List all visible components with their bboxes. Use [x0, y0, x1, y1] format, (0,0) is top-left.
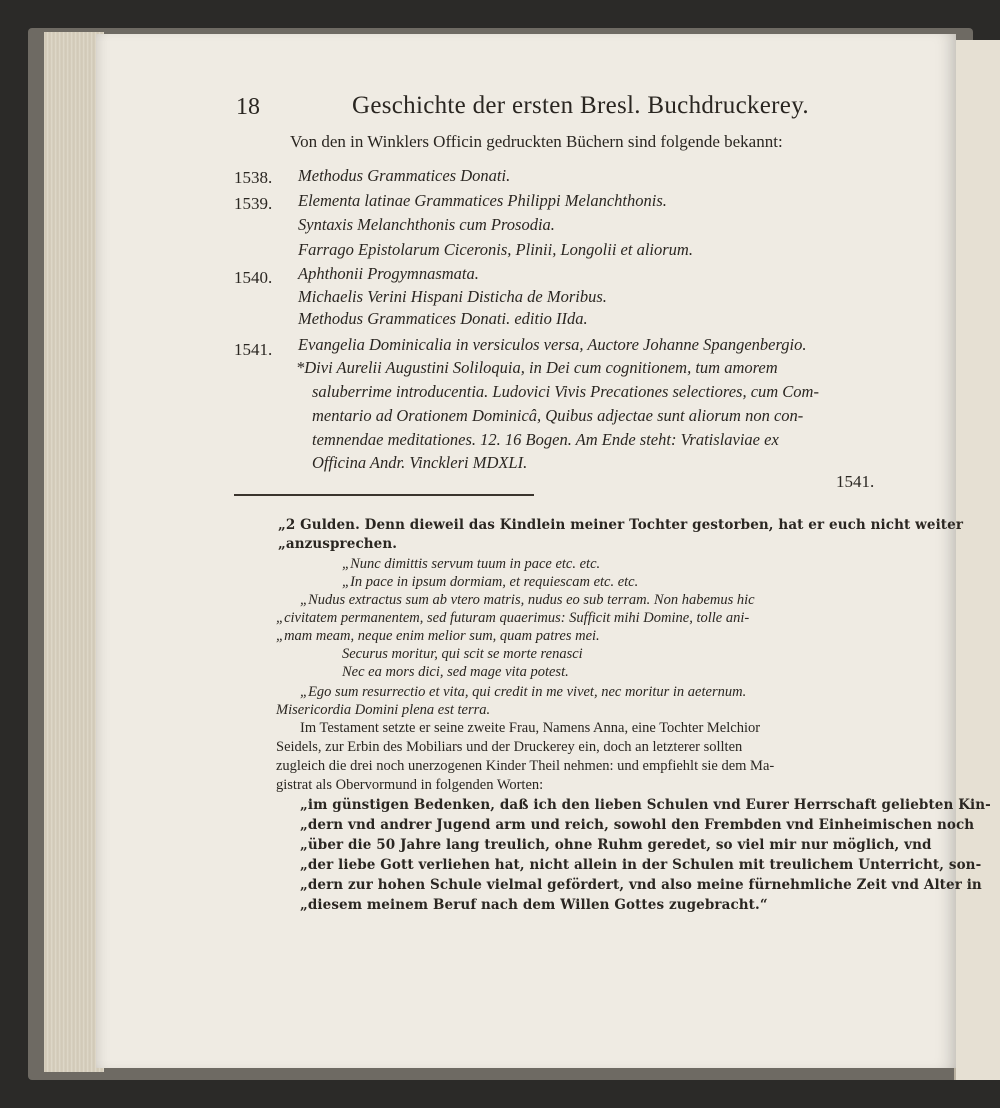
- footnote-line: „diesem meinem Beruf nach dem Willen Gottes zugebracht.“: [300, 897, 768, 913]
- entry-title: Syntaxis Melanchthonis cum Prosodia.: [298, 215, 555, 234]
- entry-year: 1539.: [234, 194, 273, 213]
- entry-line: mentario ad Orationem Dominicâ, Quibus adjectae sunt aliorum non con-: [312, 406, 804, 425]
- footnote-line: Nec ea mors dici, sed mage vita potest.: [342, 664, 569, 680]
- page-stack-edge: [44, 32, 104, 1072]
- entry-title: Methodus Grammatices Donati. editio IIda.: [298, 309, 588, 328]
- entry-line: Officina Andr. Vinckleri MDXLI.: [312, 453, 528, 472]
- facing-page-edge: [954, 40, 1000, 1080]
- catchword: 1541.: [836, 472, 875, 491]
- footnote-line: „über die 50 Jahre lang treulich, ohne Ruhm geredet, so viel mir nur möglich, vnd: [300, 837, 932, 853]
- footnote-line: Seidels, zur Erbin des Mobiliars und der Druckerey ein, doch an letzterer sollten: [276, 739, 743, 755]
- footnote-line: „dern vnd andrer Jugend arm und reich, sowohl den Frembden vnd Einheimischen noch: [300, 817, 975, 833]
- entry-year: 1540.: [234, 268, 273, 287]
- footnote-line: zugleich die drei noch unerzogenen Kinder Theil nehmen: und empfiehlt sie dem Ma-: [276, 758, 775, 774]
- entry-title: Evangelia Dominicalia in versiculos versa, Auctore Johanne Spangenbergio.: [298, 335, 807, 354]
- footnote-line: „dern zur hohen Schule vielmal gefördert, vnd also meine fürnehmliche Zeit vnd Alter in: [300, 877, 982, 893]
- footnote-line: „anzusprechen.: [278, 536, 398, 552]
- entry-title: Farrago Epistolarum Ciceronis, Plinii, Longolii et aliorum.: [298, 240, 693, 259]
- entry-title: Methodus Grammatices Donati.: [298, 166, 511, 185]
- entry-year: 1541.: [234, 340, 273, 359]
- footnote-line: Securus moritur, qui scit se morte renasci: [342, 646, 583, 662]
- intro-line: Von den in Winklers Officin gedruckten Büchern sind folgende bekannt:: [290, 132, 783, 151]
- footnote-line: Misericordia Domini plena est terra.: [276, 702, 491, 718]
- entry-year: 1538.: [234, 168, 273, 187]
- entry-title: Michaelis Verini Hispani Disticha de Moribus.: [298, 287, 607, 306]
- footnote-line: gistrat als Obervormund in folgenden Worten:: [276, 777, 544, 793]
- footnote-rule: [234, 494, 534, 496]
- entry-title: Elementa latinae Grammatices Philippi Melanchthonis.: [298, 191, 667, 210]
- footnote-line: „Nunc dimittis servum tuum in pace etc. etc.: [342, 556, 601, 572]
- entry-line: saluberrime introducentia. Ludovici Vivis Precationes selectiores, cum Com-: [312, 382, 819, 401]
- footnote-line: „In pace in ipsum dormiam, et requiescam etc. etc.: [342, 574, 639, 590]
- entry-title: Aphthonii Progymnasmata.: [298, 264, 479, 283]
- footnote-line: „civitatem permanentem, sed futuram quaerimus: Sufficit mihi Domine, tolle ani-: [276, 610, 750, 626]
- entry-line: temnendae meditationes. 12. 16 Bogen. Am Ende steht: Vratislaviae ex: [312, 430, 779, 449]
- footnote-line: „Ego sum resurrectio et vita, qui credit in me vivet, nec moritur in aeternum.: [300, 684, 747, 700]
- footnote-line: „im günstigen Bedenken, daß ich den lieben Schulen vnd Eurer Herrschaft geliebten Kin-: [300, 797, 991, 813]
- footnote-line: „Nudus extractus sum ab vtero matris, nudus eo sub terram. Non habemus hic: [300, 592, 755, 608]
- footnote-line: Im Testament setzte er seine zweite Frau, Namens Anna, eine Tochter Melchior: [300, 720, 761, 736]
- entry-line: *Divi Aurelii Augustini Soliloquia, in Dei cum cognitionem, tum amorem: [296, 358, 778, 377]
- footnote-line: „2 Gulden. Denn dieweil das Kindlein meiner Tochter gestorben, hat er euch nicht weiter: [278, 517, 964, 533]
- footnote-line: „der liebe Gott verliehen hat, nicht allein in der Schulen mit treulichem Unterricht, son-: [300, 857, 982, 873]
- footnote-line: „mam meam, neque enim melior sum, quam patres mei.: [276, 628, 600, 644]
- running-title: Geschichte der ersten Bresl. Buchdruckerey.: [352, 92, 809, 119]
- page-number: 18: [236, 94, 260, 120]
